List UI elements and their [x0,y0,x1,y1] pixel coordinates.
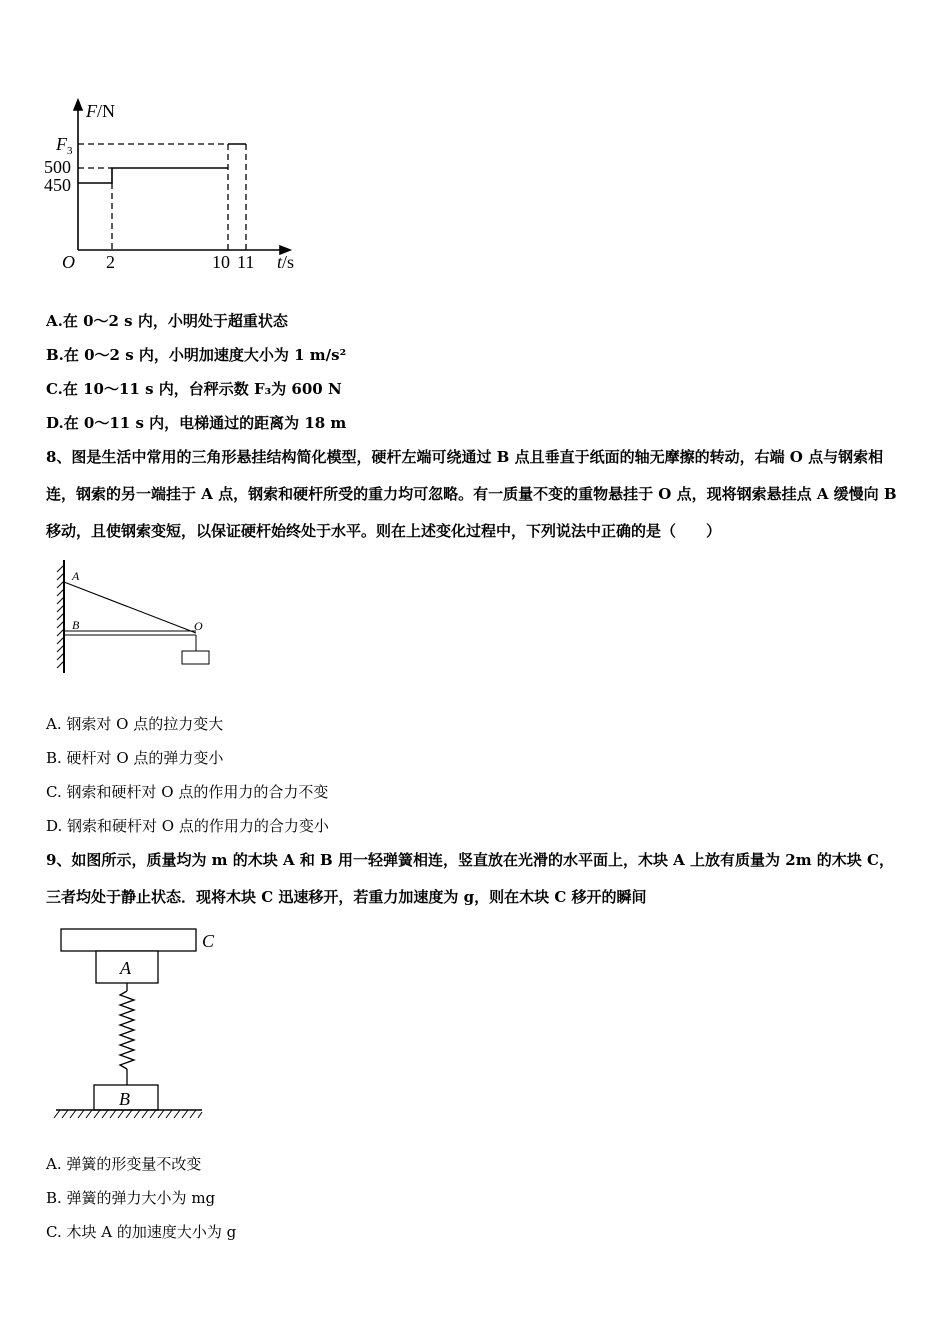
ground-hatching [54,1110,202,1118]
q7-option-d: D.在 0～11 s 内，电梯通过的距离为 18 m [46,414,347,432]
q9-option-b: B. 弹簧的弹力大小为 mg [46,1189,216,1207]
q8-option-d: D. 钢索和硬杆对 O 点的作用力的合力变小 [46,817,329,835]
label-o: O [194,619,203,633]
q7-option-b: B.在 0～2 s 内，小明加速度大小为 1 m/s² [46,346,347,364]
y-axis-label: F/N [86,101,115,121]
label-a: A [72,569,80,583]
q8-option-b: B. 硬杆对 O 点的弹力变小 [46,749,224,767]
tick-2: 2 [106,252,115,272]
wall-hatching [57,565,64,668]
x-axis-label: t/s [277,252,295,272]
block-c [61,929,196,951]
spring [120,991,134,1069]
f3-tick-label: $F_3$ [56,134,73,157]
q8-stem: 8、图是生活中常用的三角形悬挂结构简化模型，硬杆左端可绕通过 B 点且垂直于纸面的轴无摩擦的转动，右端 O 点与钢索相连，钢索的另一端挂于 A 点，钢索和硬杆所受的重力均可忽略。有一质量不变的重物悬挂于 O 点，现将钢索悬挂点 A 缓慢向 B 移动，且使钢索变短，以保证硬杆始终处于水平。则在上述变化过程中，下列说法中正确的是（ ） [46,448,897,540]
label-c: C [202,931,215,951]
q8-option-c: C. 钢索和硬杆对 O 点的作用力的合力不变 [46,783,329,801]
q9-stem: 9、如图所示，质量均为 m 的木块 A 和 B 用一轻弹簧相连，竖直放在光滑的水平面上，木块 A 上放有质量为 2m 的木块 C，三者均处于静止状态．现将木块 C 迅速移开，若重力加速度为 g，则在木块 C 移开的瞬间 [46,851,894,906]
q7-option-a: A.在 0～2 s 内，小明处于超重状态 [46,312,288,330]
q8-option-a: A. 钢索对 O 点的拉力变大 [46,715,224,733]
y-axis-arrow [74,100,82,110]
triangle-hanging-structure-figure [50,555,230,680]
hanging-weight [182,651,209,664]
tick-11: 11 [237,252,255,272]
tick-450: 450 [44,175,71,195]
q9-option-c: C. 木块 A 的加速度大小为 g [46,1223,237,1241]
label-b: B [119,1089,130,1109]
origin-label: O [62,252,75,272]
tick-10: 10 [212,252,230,272]
q7-option-c: C.在 10～11 s 内，台秤示数 F₃为 600 N [46,380,342,398]
blocks-spring-figure [50,925,230,1125]
label-b: B [72,618,80,632]
label-a: A [120,958,131,978]
steel-cable [64,582,196,633]
force-time-graph [40,95,320,280]
tick-500: 500 [44,157,71,177]
q9-option-a: A. 弹簧的形变量不改变 [46,1155,202,1173]
force-curve [78,168,228,183]
